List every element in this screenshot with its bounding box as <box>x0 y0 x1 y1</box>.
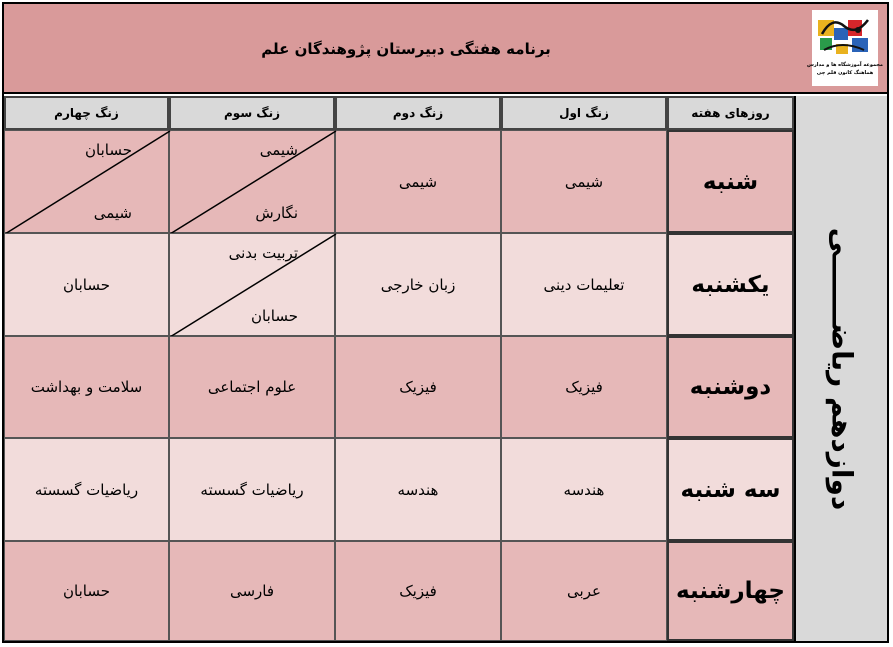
table-cell: فیزیک <box>335 336 501 438</box>
day-sunday: یکشنبه <box>667 233 794 336</box>
header-bell-1: زنگ اول <box>501 96 667 130</box>
table-cell: فیزیک <box>335 541 501 641</box>
day-saturday: شنبه <box>667 130 794 233</box>
table-cell: فیزیک <box>501 336 667 438</box>
table-cell: حسابان <box>4 233 169 336</box>
table-cell: زبان خارجی <box>335 233 501 336</box>
header-bell-4: زنگ چهارم <box>4 96 169 130</box>
table-cell: سلامت و بهداشت <box>4 336 169 438</box>
grade-label: دوازدهم ریاضـــــــی <box>825 227 858 510</box>
table-cell: عربی <box>501 541 667 641</box>
diagonal-divider <box>170 131 336 234</box>
split-cell <box>4 130 169 233</box>
split-cell-top: حسابان <box>85 141 132 159</box>
school-logo <box>806 10 884 86</box>
table-cell: شیمی <box>501 130 667 233</box>
table-cell: ریاضیات گسسته <box>4 438 169 541</box>
table-cell: علوم اجتماعی <box>169 336 335 438</box>
table-cell: تعلیمات دینی <box>501 233 667 336</box>
split-cell-top: تربیت بدنی <box>228 244 298 262</box>
day-monday: دوشنبه <box>667 336 794 438</box>
table-cell: ریاضیات گسسته <box>169 438 335 541</box>
logo-graphic <box>806 10 884 86</box>
title-bar <box>4 4 808 94</box>
table-cell: هندسه <box>501 438 667 541</box>
logo-area <box>808 4 887 94</box>
header-days: روزهای هفته <box>667 96 794 130</box>
table-cell: هندسه <box>335 438 501 541</box>
page-title: برنامه هفتگی دبیرستان پژوهندگان علم <box>261 40 551 58</box>
header-bell-2: زنگ دوم <box>335 96 501 130</box>
split-cell <box>169 130 335 233</box>
day-wednesday: چهارشنبه <box>667 541 794 641</box>
split-cell-bottom: حسابان <box>251 307 298 325</box>
grade-label-column <box>794 96 887 641</box>
split-cell-top: شیمی <box>259 141 298 159</box>
table-cell: حسابان <box>4 541 169 641</box>
split-cell-bottom: شیمی <box>93 204 132 222</box>
day-tuesday: سه شنبه <box>667 438 794 541</box>
logo-text-2: هماهنگ کانون قلم چی <box>816 70 874 76</box>
table-cell: فارسی <box>169 541 335 641</box>
table-cell: شیمی <box>335 130 501 233</box>
header-bell-3: زنگ سوم <box>169 96 335 130</box>
split-cell-bottom: نگارش <box>255 204 298 222</box>
split-cell <box>169 233 335 336</box>
logo-text-1: مجموعه آموزشگاه ها و مدارس <box>806 62 884 68</box>
